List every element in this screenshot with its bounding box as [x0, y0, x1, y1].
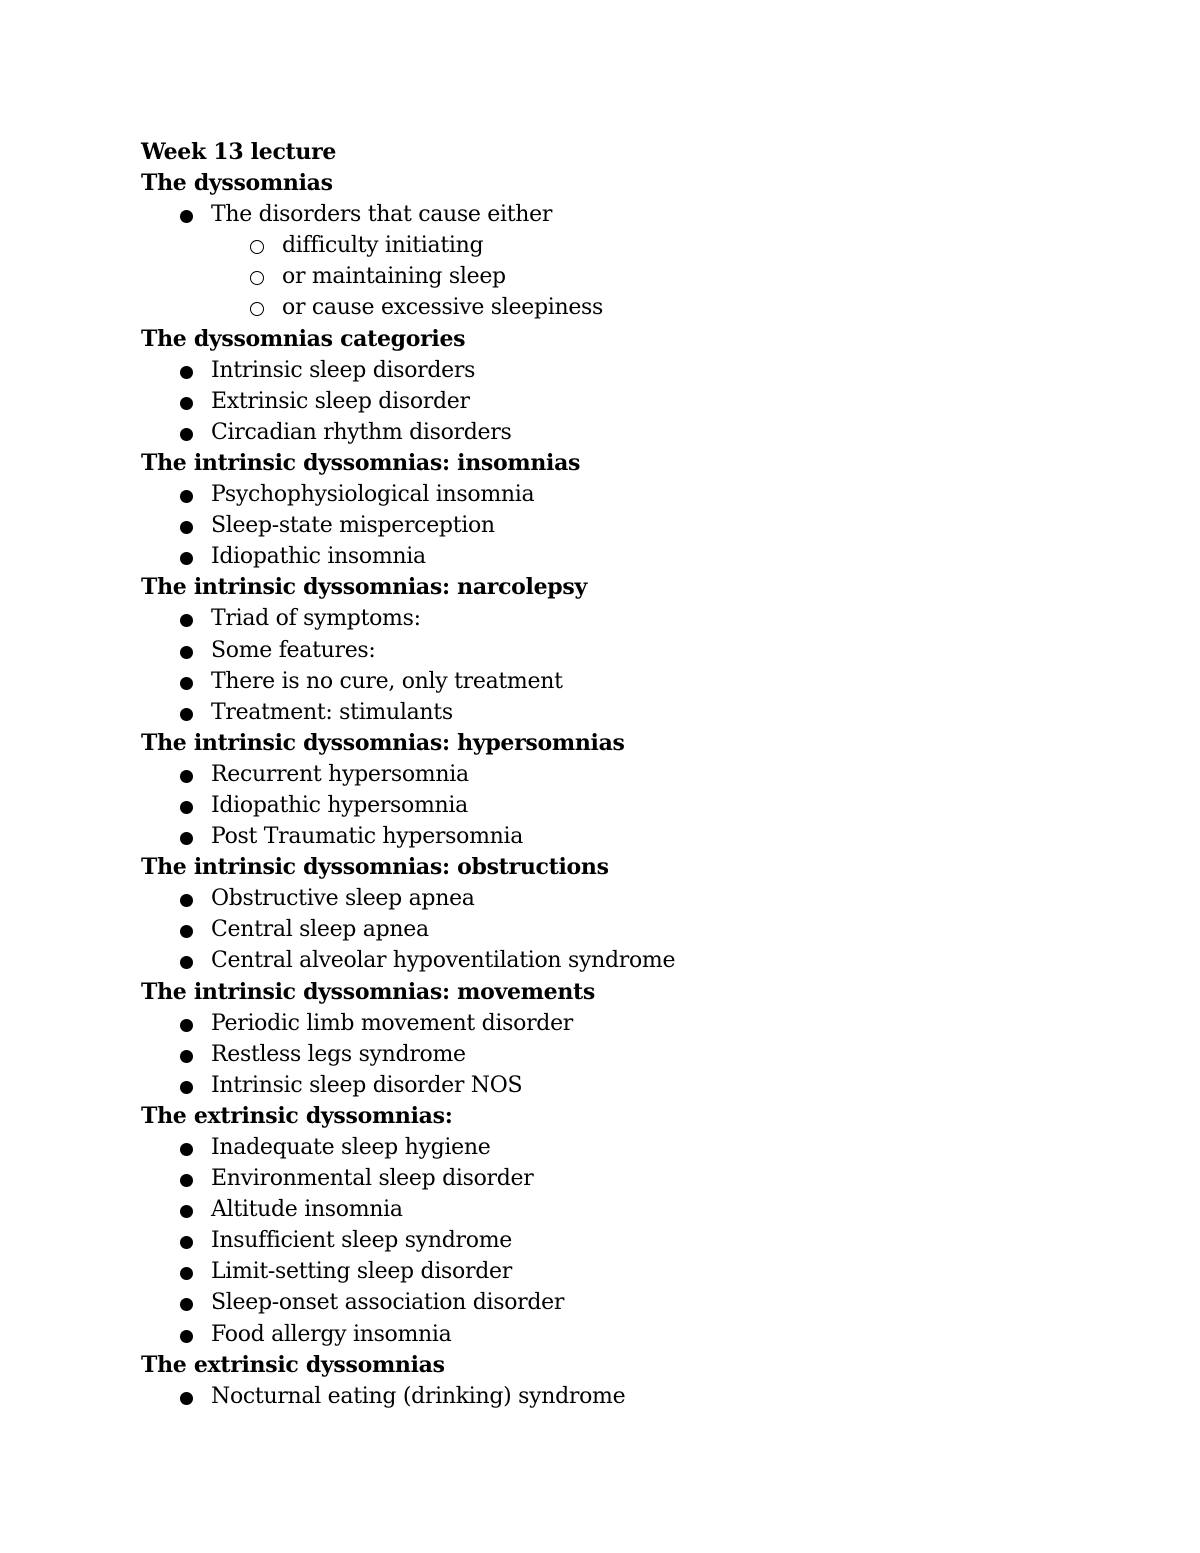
bullet-filled-icon [180, 397, 193, 410]
list-item-text: Psychophysiological insomnia [211, 482, 535, 508]
list-item-text: Environmental sleep disorder [211, 1166, 534, 1192]
bullet-filled-icon [180, 956, 193, 969]
list-item-text: Food allergy insomnia [211, 1321, 452, 1347]
document-title: Week 13 lecture [141, 139, 337, 165]
bullet-filled-icon [180, 614, 193, 627]
bullet-filled-icon [180, 894, 193, 907]
list-item [141, 666, 1141, 697]
list-item-text: Central sleep apnea [211, 917, 429, 943]
list-item-text: Some features: [211, 637, 376, 663]
list-item [141, 1132, 1141, 1163]
section-heading: The intrinsic dyssomnias: obstructions [141, 854, 609, 881]
section-heading: The dyssomnias categories [141, 325, 466, 352]
bullet-filled-icon [180, 1081, 193, 1094]
list-item-text: Post Traumatic hypersomnia [211, 824, 524, 850]
bullet-filled-icon [180, 708, 193, 721]
bullet-filled-icon [180, 1298, 193, 1311]
sub-list-item-text: or maintaining sleep [282, 264, 506, 290]
section-heading: The extrinsic dyssomnias [141, 1351, 445, 1378]
list-item [141, 603, 1141, 634]
list-item [141, 199, 1141, 230]
list-item [141, 1008, 1141, 1039]
list-item-text: Obstructive sleep apnea [211, 886, 475, 912]
list-item-text: Nocturnal eating (drinking) syndrome [211, 1383, 626, 1409]
list-item-text: Treatment: stimulants [211, 699, 453, 725]
sub-list-item [141, 230, 1141, 261]
list-item-text: Restless legs syndrome [211, 1041, 466, 1067]
list-item [141, 790, 1141, 821]
list-item [141, 1381, 1141, 1412]
list-item [141, 355, 1141, 386]
list-item-text: Altitude insomnia [211, 1197, 403, 1223]
bullet-filled-icon [180, 832, 193, 845]
list-item-text: Intrinsic sleep disorder NOS [211, 1072, 523, 1098]
list-item [141, 635, 1141, 666]
list-item [141, 417, 1141, 448]
bullet-filled-icon [180, 552, 193, 565]
bullet-filled-icon [180, 677, 193, 690]
list-item [141, 1163, 1141, 1194]
bullet-filled-icon [180, 1236, 193, 1249]
list-item [141, 1194, 1141, 1225]
section-heading: The intrinsic dyssomnias: movements [141, 978, 595, 1005]
list-item [141, 759, 1141, 790]
bullet-filled-icon [180, 646, 193, 659]
bullet-filled-icon [180, 925, 193, 938]
bullet-hollow-icon [250, 271, 264, 285]
list-item-text: Extrinsic sleep disorder [211, 388, 470, 414]
list-item [141, 1319, 1141, 1350]
sub-list-item [141, 261, 1141, 292]
list-item-text: Sleep-onset association disorder [211, 1290, 565, 1316]
list-item-text: Circadian rhythm disorders [211, 419, 512, 445]
bullet-filled-icon [180, 521, 193, 534]
bullet-filled-icon [180, 490, 193, 503]
list-item [141, 1256, 1141, 1287]
list-item-text: Recurrent hypersomnia [211, 761, 469, 787]
bullet-filled-icon [180, 1267, 193, 1280]
list-item-text: Limit-setting sleep disorder [211, 1259, 512, 1285]
sub-list-item-text: difficulty initiating [282, 233, 484, 259]
list-item [141, 479, 1141, 510]
sub-list-item [141, 292, 1141, 323]
section-heading: The intrinsic dyssomnias: hypersomnias [141, 729, 625, 756]
list-item [141, 1070, 1141, 1101]
list-item [141, 386, 1141, 417]
list-item [141, 1225, 1141, 1256]
list-item-text: The disorders that cause either [211, 202, 553, 228]
bullet-filled-icon [180, 801, 193, 814]
list-item [141, 541, 1141, 572]
list-item [141, 945, 1141, 976]
list-item-text: Triad of symptoms: [211, 606, 421, 632]
document-body [141, 137, 1141, 1412]
list-item-text: Inadequate sleep hygiene [211, 1135, 491, 1160]
bullet-filled-icon [180, 1174, 193, 1187]
bullet-filled-icon [180, 366, 193, 379]
bullet-hollow-icon [250, 240, 264, 254]
list-item-text: There is no cure, only treatment [211, 668, 563, 694]
section-heading: The intrinsic dyssomnias: narcolepsy [141, 574, 587, 601]
bullet-filled-icon [180, 770, 193, 783]
list-item-text: Central alveolar hypoventilation syndrome [211, 948, 676, 974]
list-item-text: Intrinsic sleep disorders [211, 357, 476, 383]
bullet-hollow-icon [250, 302, 264, 316]
bullet-filled-icon [180, 210, 193, 223]
list-item-text: Sleep-state misperception [211, 513, 495, 539]
bullet-filled-icon [180, 428, 193, 441]
list-item [141, 697, 1141, 728]
list-item [141, 1039, 1141, 1070]
list-item [141, 510, 1141, 541]
bullet-filled-icon [180, 1392, 193, 1405]
list-item-text: Insufficient sleep syndrome [211, 1228, 512, 1254]
list-item [141, 1287, 1141, 1318]
bullet-filled-icon [180, 1050, 193, 1063]
bullet-filled-icon [180, 1143, 193, 1156]
sub-list-item-text: or cause excessive sleepiness [282, 295, 604, 321]
list-item-text: Idiopathic insomnia [211, 544, 426, 570]
bullet-filled-icon [180, 1019, 193, 1032]
list-item-text: Periodic limb movement disorder [211, 1010, 574, 1036]
bullet-filled-icon [180, 1205, 193, 1218]
list-item [141, 914, 1141, 945]
section-heading: The dyssomnias [141, 170, 333, 197]
list-item-text: Idiopathic hypersomnia [211, 792, 468, 818]
bullet-filled-icon [180, 1330, 193, 1343]
list-item [141, 821, 1141, 852]
list-item [141, 883, 1141, 914]
section-heading: The intrinsic dyssomnias: insomnias [141, 449, 581, 476]
section-heading: The extrinsic dyssomnias: [141, 1102, 453, 1129]
